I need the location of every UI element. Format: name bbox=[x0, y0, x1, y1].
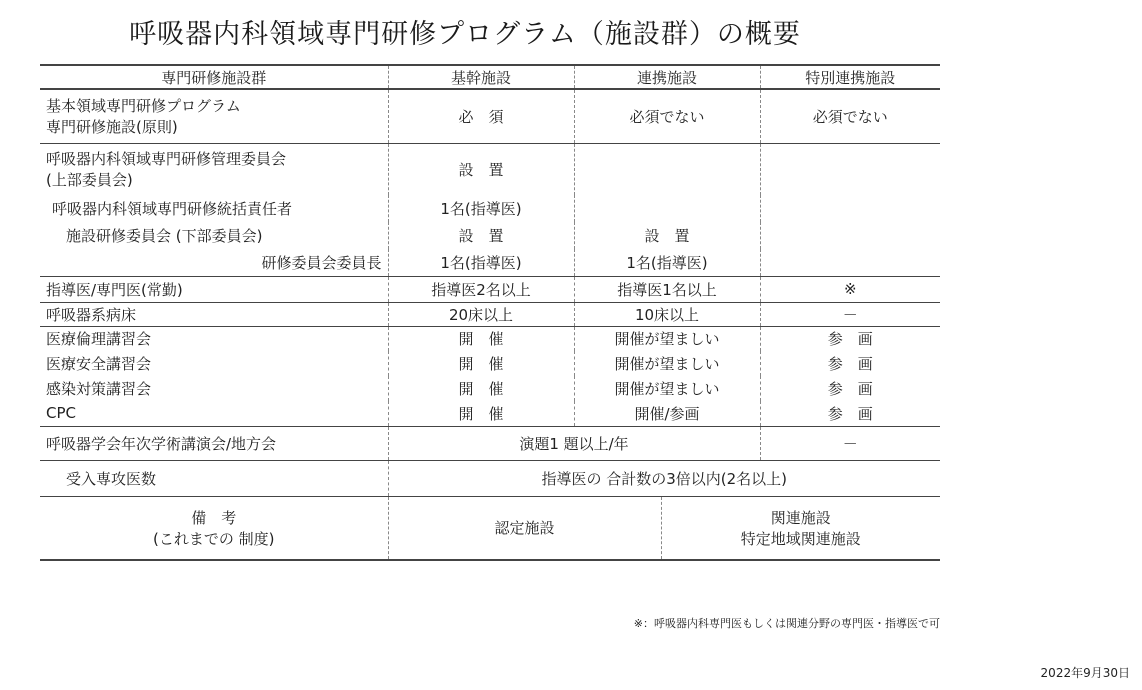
row-committee-label-line1: 呼吸器内科領域専門研修管理委員会 bbox=[46, 150, 287, 169]
row-basic-label-line2: 専門研修施設(原則) bbox=[46, 118, 178, 137]
row-resident-count bbox=[40, 460, 940, 496]
row-beds bbox=[40, 302, 940, 326]
row-remarks-right-line2: 特定地域関連施設 bbox=[740, 529, 861, 548]
row-chair-label: 研修委員会委員長 bbox=[261, 253, 382, 272]
row-remarks-values bbox=[388, 496, 940, 560]
row-facility-committee bbox=[40, 222, 940, 249]
date-label: 2022年9月30日 bbox=[1040, 666, 1130, 680]
row-chair-partner: 1名(指導医) bbox=[574, 249, 760, 276]
row-infection-seminar bbox=[40, 376, 940, 401]
row-safety-label: 医療安全講習会 bbox=[46, 355, 152, 373]
row-basic-program bbox=[40, 89, 940, 143]
row-facility-committee-special bbox=[760, 222, 940, 249]
row-basic-core: 必 須 bbox=[388, 89, 574, 143]
row-ethics-special: 参 画 bbox=[760, 326, 940, 351]
row-infection-label: 感染対策講習会 bbox=[46, 380, 152, 398]
row-infection-core: 開 催 bbox=[388, 376, 574, 401]
row-safety-seminar bbox=[40, 351, 940, 376]
row-supervisor-label: 呼吸器内科領域専門研修統括責任者 bbox=[52, 200, 293, 218]
row-chair-core: 1名(指導医) bbox=[388, 249, 574, 276]
row-ethics-partner: 開催が望ましい bbox=[574, 326, 760, 351]
row-beds-special: － bbox=[760, 302, 940, 326]
row-instructor-special: ※ bbox=[760, 276, 940, 302]
header-partner-facility: 連携施設 bbox=[574, 65, 760, 89]
row-instructor-label: 指導医/専門医(常勤) bbox=[46, 280, 183, 299]
header-facility-group: 専門研修施設群 bbox=[161, 68, 267, 87]
row-safety-core: 開 催 bbox=[388, 351, 574, 376]
row-cpc-core: 開 催 bbox=[388, 401, 574, 426]
row-supervisor-partner bbox=[574, 195, 760, 222]
row-basic-special: 必須でない bbox=[760, 89, 940, 143]
row-committee-partner bbox=[574, 143, 760, 195]
row-facility-committee-partner: 設 置 bbox=[574, 222, 760, 249]
row-conference-core-partner: 演題1 題以上/年 bbox=[388, 426, 760, 460]
row-management-committee bbox=[40, 143, 940, 195]
row-beds-partner: 10床以上 bbox=[574, 302, 760, 326]
row-remarks-label-line1: 備 考 bbox=[191, 508, 237, 527]
row-conference-special: － bbox=[760, 426, 940, 460]
row-ethics-label: 医療倫理講習会 bbox=[46, 330, 152, 349]
row-cpc-label: CPC bbox=[46, 404, 76, 423]
row-ethics-core: 開 催 bbox=[388, 326, 574, 351]
program-overview-table bbox=[40, 64, 940, 561]
row-residents-value: 指導医の 合計数の3倍以内(2名以上) bbox=[388, 460, 940, 496]
row-beds-core: 20床以上 bbox=[388, 302, 574, 326]
row-instructor bbox=[40, 276, 940, 302]
row-facility-committee-core: 設 置 bbox=[388, 222, 574, 249]
row-safety-partner: 開催が望ましい bbox=[574, 351, 760, 376]
row-beds-label: 呼吸器系病床 bbox=[46, 305, 137, 324]
footnote: ※：呼吸器内科専門医もしくは関連分野の専門医・指導医で可 bbox=[633, 617, 940, 630]
row-basic-label-line1: 基本領域専門研修プログラム bbox=[46, 97, 241, 116]
row-chair-special bbox=[760, 249, 940, 276]
row-instructor-core: 指導医2名以上 bbox=[388, 276, 574, 302]
row-ethics-seminar bbox=[40, 326, 940, 351]
row-supervisor-special bbox=[760, 195, 940, 222]
row-remarks-right-line1: 関連施設 bbox=[770, 508, 831, 527]
row-cpc-special: 参 画 bbox=[760, 401, 940, 426]
row-facility-committee-label: 施設研修委員会 (下部委員会) bbox=[66, 227, 263, 245]
row-remarks-label bbox=[40, 496, 388, 560]
header-core-facility: 基幹施設 bbox=[388, 65, 574, 89]
row-program-supervisor bbox=[40, 195, 940, 222]
page-title: 呼吸器内科領域専門研修プログラム（施設群）の概要 bbox=[129, 19, 801, 50]
row-supervisor-core: 1名(指導医) bbox=[388, 195, 574, 222]
row-residents-label: 受入専攻医数 bbox=[66, 469, 157, 488]
row-committee-special bbox=[760, 143, 940, 195]
row-safety-special: 参 画 bbox=[760, 351, 940, 376]
row-annual-conference bbox=[40, 426, 940, 460]
row-instructor-partner: 指導医1名以上 bbox=[574, 276, 760, 302]
row-committee-label-line2: (上部委員会) bbox=[46, 171, 133, 190]
row-remarks-right bbox=[661, 497, 941, 559]
row-cpc-partner: 開催/参画 bbox=[574, 401, 760, 426]
header-special-partner-facility: 特別連携施設 bbox=[760, 65, 940, 89]
row-committee-chair bbox=[40, 249, 940, 276]
row-infection-partner: 開催が望ましい bbox=[574, 376, 760, 401]
row-cpc bbox=[40, 401, 940, 426]
row-basic-partner: 必須でない bbox=[574, 89, 760, 143]
row-committee-core: 設 置 bbox=[388, 143, 574, 195]
header-row bbox=[40, 65, 940, 89]
row-remarks-label-line2: (これまでの 制度) bbox=[153, 529, 275, 548]
row-remarks bbox=[40, 496, 940, 560]
row-conference-label: 呼吸器学会年次学術講演会/地方会 bbox=[46, 434, 277, 453]
row-infection-special: 参 画 bbox=[760, 376, 940, 401]
row-remarks-left: 認定施設 bbox=[494, 519, 555, 537]
row-basic-label bbox=[40, 89, 388, 143]
row-committee-label bbox=[40, 143, 388, 195]
